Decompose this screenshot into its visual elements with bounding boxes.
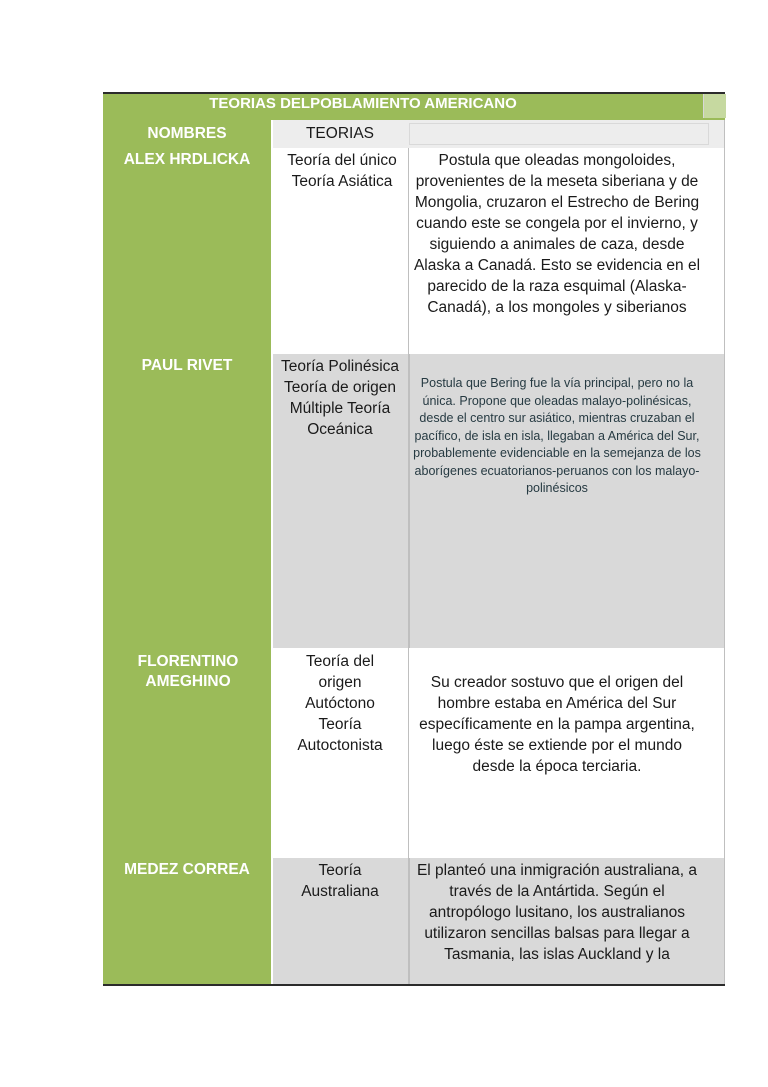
row-name-alex-hrdlicka: ALEX HRDLICKA	[123, 151, 251, 168]
header-theories: TEORIAS	[305, 125, 375, 142]
table-right-edge	[724, 120, 725, 984]
names-column	[103, 120, 271, 986]
row-name-florentino-ameghino: FLORENTINO AMEGHINO	[137, 653, 239, 690]
row-name-paul-rivet: PAUL RIVET	[141, 357, 233, 374]
table-bottom-border	[103, 984, 725, 986]
row-theory-oceanica: Teoría Polinésica Teoría de origen Múltiple Teoría Oceánica	[280, 358, 400, 438]
column-divider	[271, 120, 273, 986]
row-name-medez-correa: MEDEZ CORREA	[124, 861, 250, 878]
row-theory-autoctona: Teoría del origen Autóctono Teoría Autoctonista	[297, 653, 383, 754]
column-separator	[408, 148, 409, 984]
row-description-autoctona: Su creador sostuvo que el origen del hombre estaba en América del Sur específicamente en la pampa argentina, luego éste se extiende por el mundo desde la época terciaria.	[419, 674, 695, 775]
row-description-oceanica: Postula que Bering fue la vía principal, pero no la única. Propone que oleadas malayo-polinésicas, desde el centro sur asiático, mientras cruzaban el pacífico, de isla en isla, llegaban a América del Sur, probablemente evidenciable en la semejanza de los aborígenes ecuatorianos-peruanos con los malayo-polinésicos	[413, 376, 701, 495]
header-empty-cell	[409, 123, 709, 145]
header-names: NOMBRES	[147, 125, 227, 142]
table-title: TEORIAS DELPOBLAMIENTO AMERICANO	[209, 95, 517, 112]
title-bar-end-cell	[703, 94, 726, 118]
row-description-australiana: El planteó una inmigración australiana, a través de la Antártida. Según el antropólogo lusitano, los australianos utilizaron sencillas balsas para llegar a Tasmania, las islas Auckland y la	[416, 862, 698, 963]
row-description-asiatica: Postula que oleadas mongoloides, provenientes de la meseta siberiana y de Mongolia, cruzaron el Estrecho de Bering cuando este se congela por el invierno, y siguiendo a animales de caza, desde Alaska a Canadá. Esto se evidencia en el parecido de la raza esquimal (Alaska-Canadá), a los mongoles y siberianos	[413, 152, 701, 316]
row-theory-australiana: Teoría Australiana	[301, 862, 379, 900]
row-theory-asiatica: Teoría del único Teoría Asiática	[287, 152, 397, 190]
